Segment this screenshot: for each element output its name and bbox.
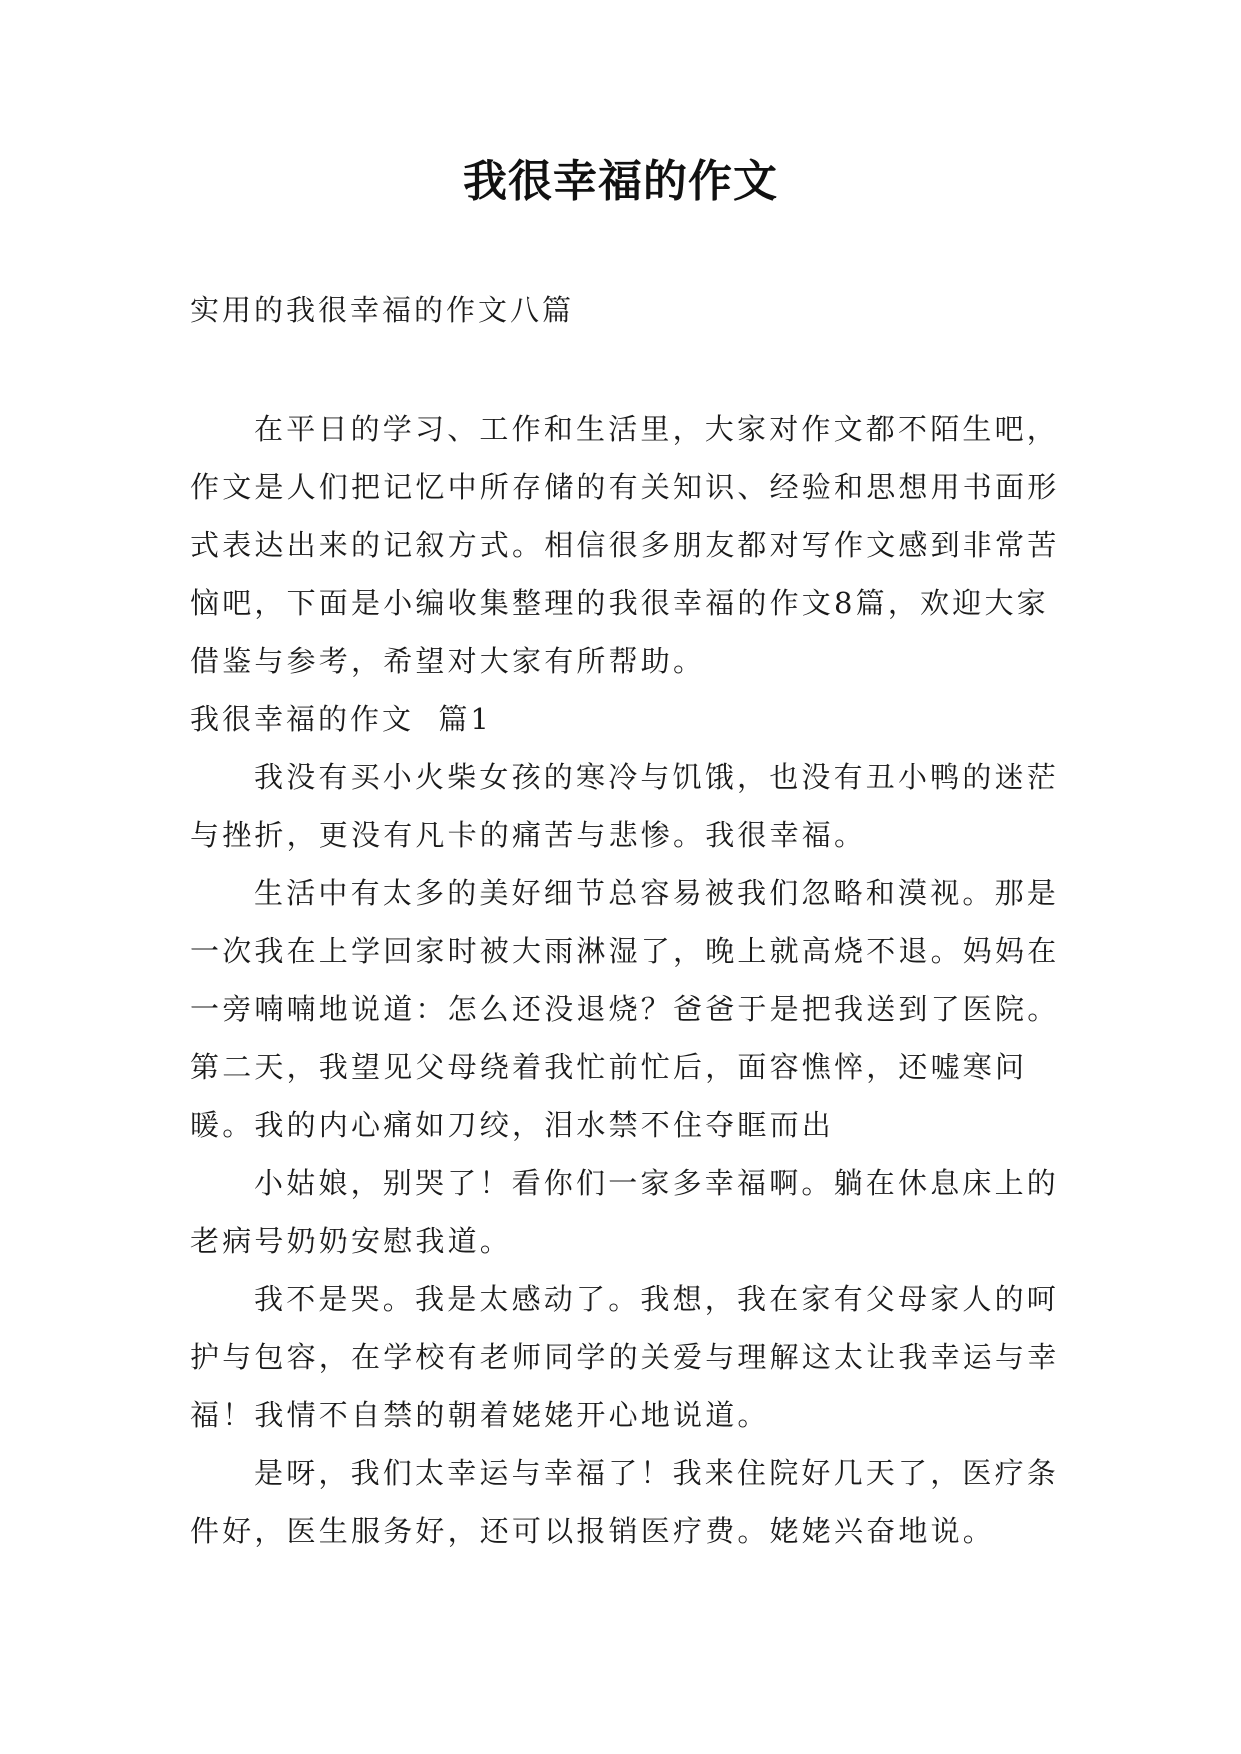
body-paragraph: 小姑娘，别哭了！看你们一家多幸福啊。躺在休息床上的老病号奶奶安慰我道。 — [190, 1166, 1060, 1258]
document-body — [190, 400, 1060, 1560]
section-heading: 我很幸福的作文 篇1 — [190, 702, 492, 736]
intro-paragraph: 在平日的学习、工作和生活里，大家对作文都不陌生吧，作文是人们把记忆中所存储的有关知识、经验和思想用书面形式表达出来的记叙方式。相信很多朋友都对写作文感到非常苦恼吧，下面是小编收集整理的我很幸福的作文8篇，欢迎大家借鉴与参考，希望对大家有所帮助。 — [190, 412, 1060, 678]
document-title: 我很幸福的作文 — [463, 156, 778, 207]
body-paragraph: 我没有买小火柴女孩的寒冷与饥饿，也没有丑小鸭的迷茫与挫折，更没有凡卡的痛苦与悲惨。我很幸福。 — [190, 760, 1060, 852]
document-subtitle: 实用的我很幸福的作文八篇 — [190, 293, 575, 327]
body-paragraph: 我不是哭。我是太感动了。我想，我在家有父母家人的呵护与包容，在学校有老师同学的关爱与理解这太让我幸运与幸福！我情不自禁的朝着姥姥开心地说道。 — [190, 1282, 1060, 1432]
body-paragraph: 生活中有太多的美好细节总容易被我们忽略和漠视。那是一次我在上学回家时被大雨淋湿了，晚上就高烧不退。妈妈在一旁喃喃地说道：怎么还没退烧？爸爸于是把我送到了医院。第二天，我望见父母绕着我忙前忙后，面容憔悴，还嘘寒问暖。我的内心痛如刀绞，泪水禁不住夺眶而出 — [190, 876, 1060, 1142]
body-paragraph: 是呀，我们太幸运与幸福了！我来住院好几天了，医疗条件好，医生服务好，还可以报销医疗费。姥姥兴奋地说。 — [190, 1456, 1060, 1548]
